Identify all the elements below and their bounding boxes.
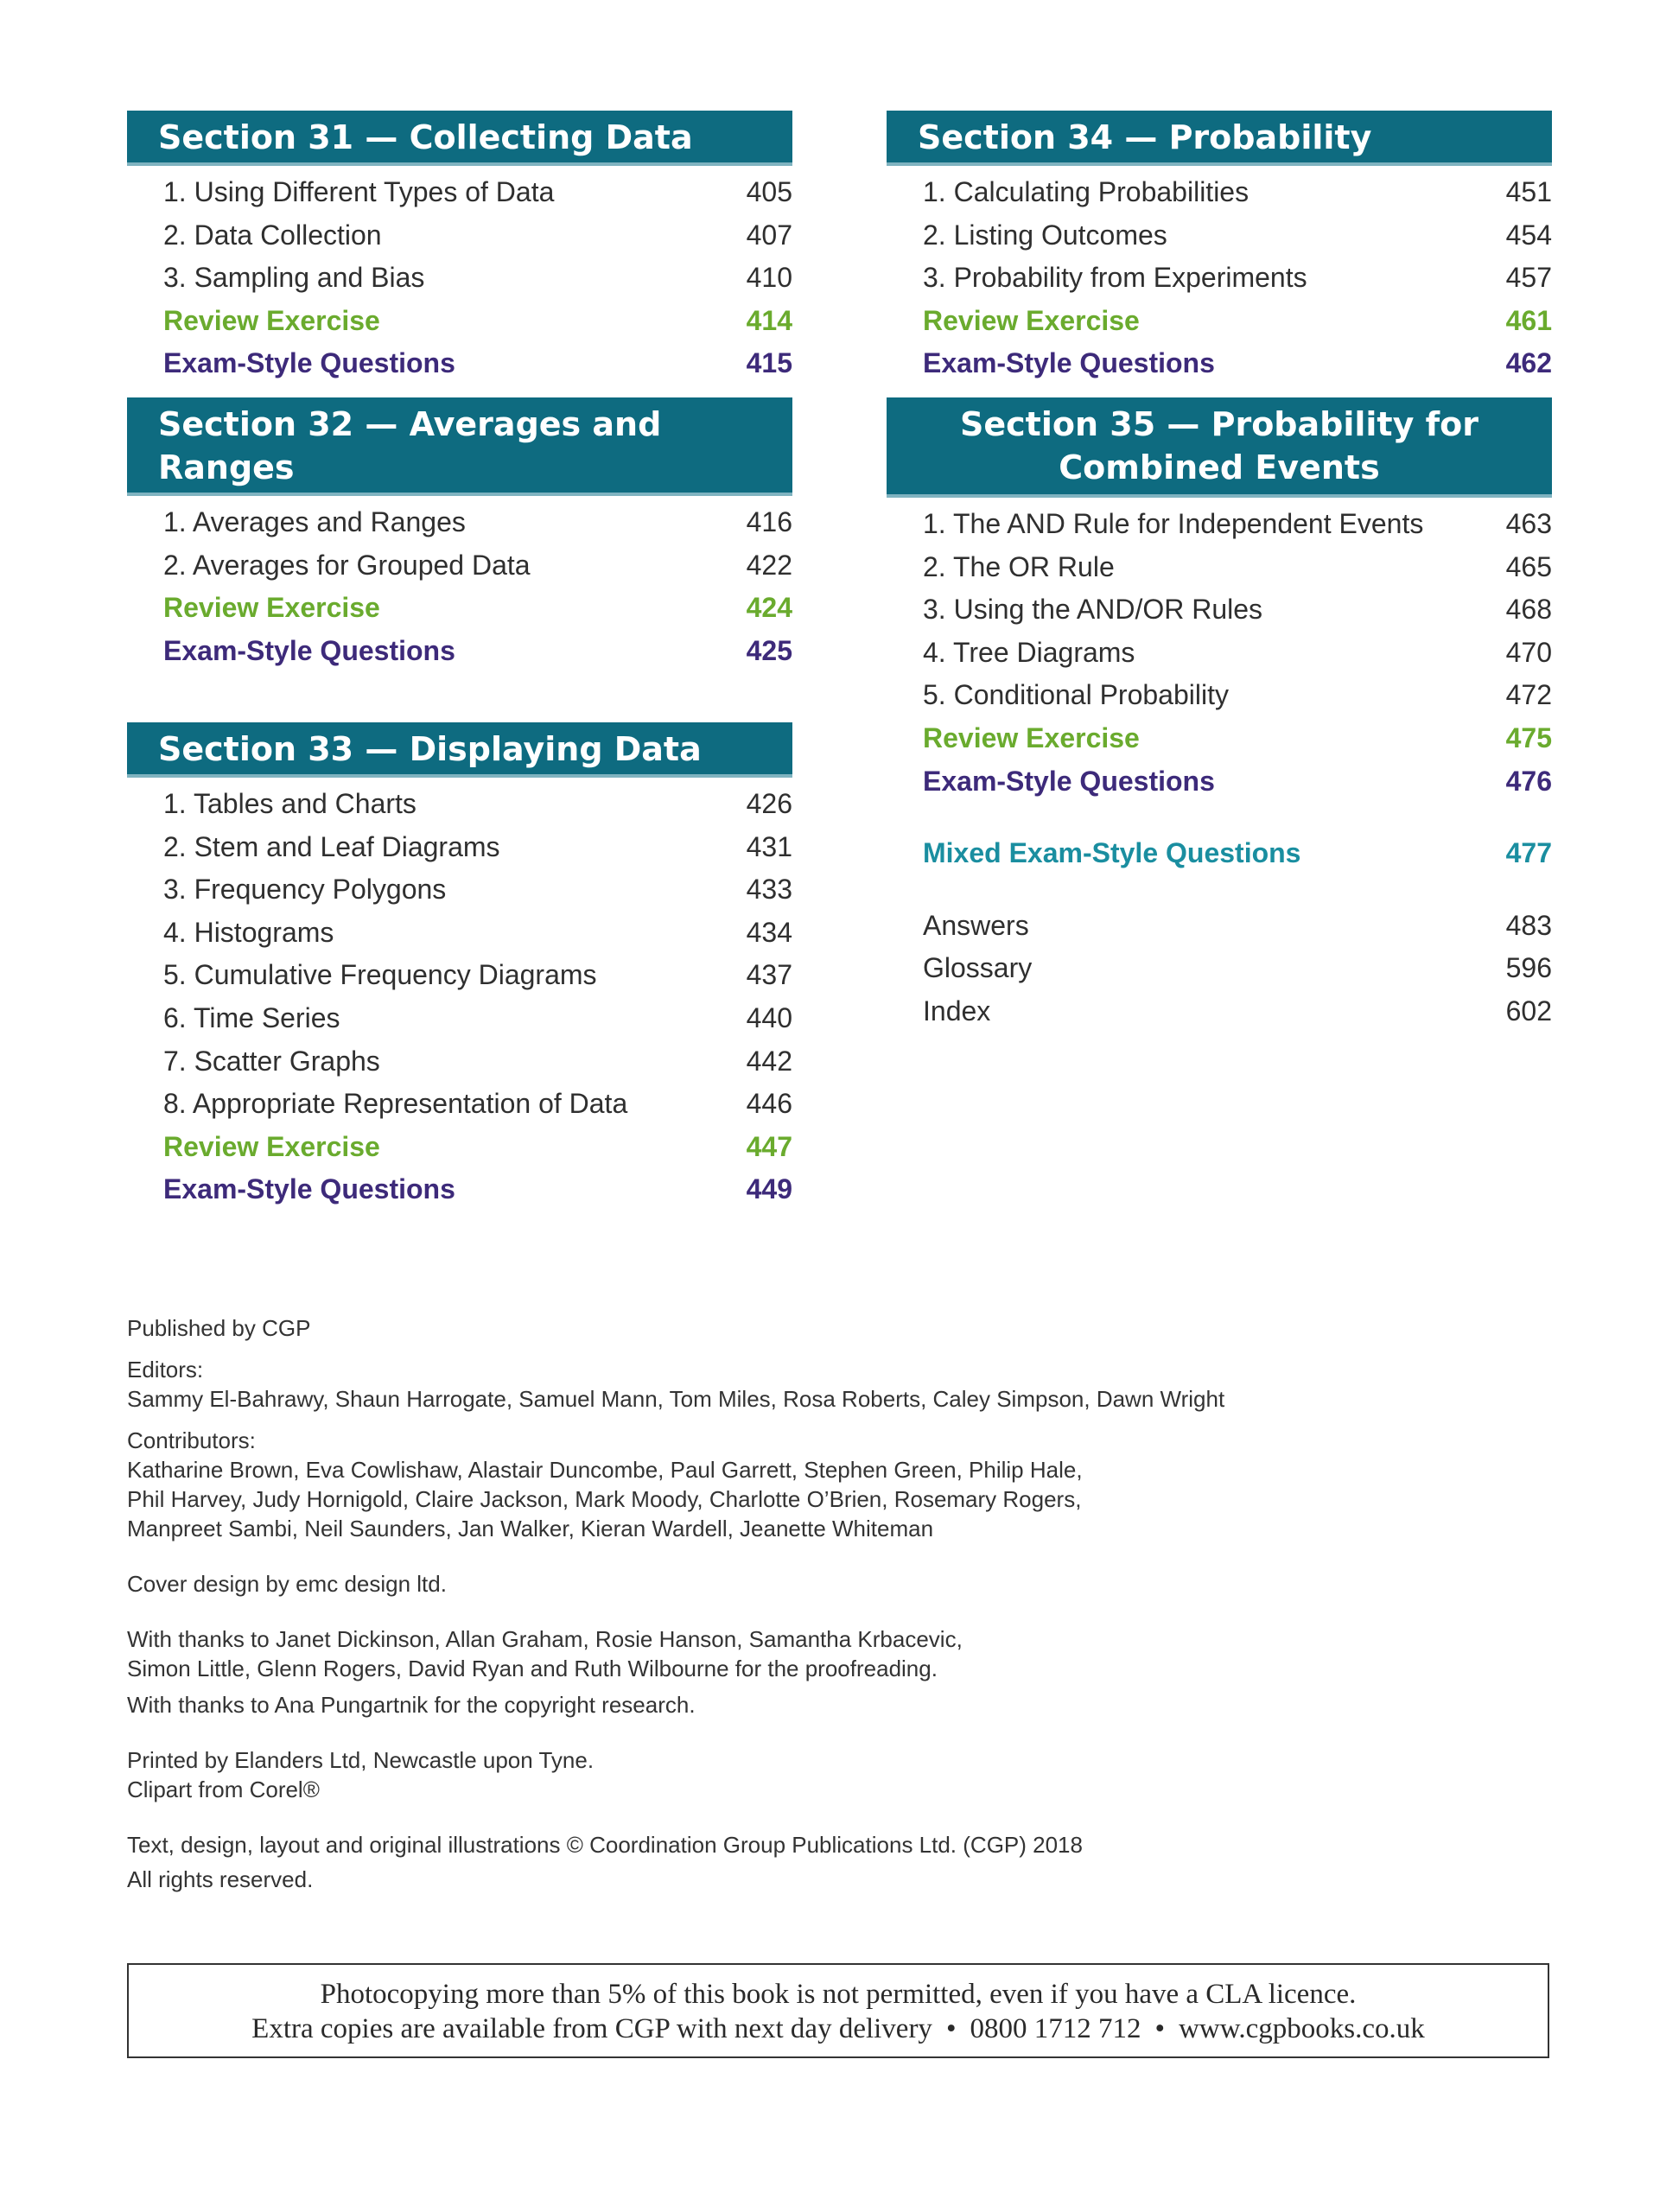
toc-entry[interactable]: [163, 1083, 792, 1126]
toc-entry-page: 446: [746, 1088, 792, 1120]
exam-questions-entry[interactable]: [923, 760, 1552, 804]
notice-extra-copies: Extra copies are available from CGP with next day delivery: [251, 2013, 932, 2044]
toc-entry[interactable]: [923, 171, 1552, 214]
review-exercise-page: 424: [746, 592, 792, 624]
toc-entry-label: 3. Probability from Experiments: [923, 262, 1307, 294]
thanks-line: Simon Little, Glenn Rogers, David Ryan and Ruth Wilbourne for the proofreading.: [127, 1656, 938, 1681]
toc-entry[interactable]: [163, 501, 792, 544]
exam-questions-page: 476: [1505, 765, 1552, 797]
review-exercise-page: 475: [1505, 721, 1552, 753]
review-exercise-label: Review Exercise: [163, 1130, 380, 1162]
toc-entry-page: 434: [746, 916, 792, 948]
toc-entry-label: 1. Using Different Types of Data: [163, 176, 555, 207]
back-matter-page: 483: [1505, 909, 1552, 941]
review-exercise-entry[interactable]: [163, 587, 792, 630]
spacer: [127, 1683, 1553, 1690]
toc-entry-page: 463: [1505, 508, 1552, 539]
contents-left-column: [127, 111, 792, 1211]
exam-questions-label: Exam-Style Questions: [923, 347, 1215, 379]
section-entries: [127, 166, 792, 397]
toc-entry[interactable]: [923, 546, 1552, 589]
section-title: Section 35 — Probability for Combined Events: [887, 397, 1552, 498]
section-entries: [887, 498, 1552, 1033]
spacer: [127, 1719, 1553, 1745]
thanks-line: With thanks to Ana Pungartnik for the copyright research.: [127, 1692, 696, 1718]
review-exercise-page: 461: [1505, 304, 1552, 336]
toc-entry[interactable]: [163, 214, 792, 257]
toc-entry-label: 2. Data Collection: [163, 219, 382, 251]
back-matter-label: Answers: [923, 909, 1029, 941]
section-title: Section 34 — Probability: [887, 111, 1552, 166]
toc-entry-label: 5. Cumulative Frequency Diagrams: [163, 959, 597, 991]
toc-entry-label: 1. Averages and Ranges: [163, 506, 466, 537]
published-by: Published by CGP: [127, 1315, 311, 1341]
mixed-exam-questions-page: 477: [1505, 837, 1552, 869]
copyright-line: Text, design, layout and original illustrations © Coordination Group Publications Ltd. (CGP) 2018: [127, 1832, 1083, 1858]
back-matter-label: Glossary: [923, 952, 1033, 984]
exam-questions-entry[interactable]: [163, 1168, 792, 1211]
spacer: [127, 1543, 1553, 1569]
toc-entry-page: 433: [746, 874, 792, 906]
toc-entry-page: 465: [1505, 550, 1552, 582]
notice-line-2: [129, 2012, 1548, 2046]
back-matter-page: 596: [1505, 952, 1552, 984]
exam-questions-label: Exam-Style Questions: [163, 634, 455, 666]
toc-entry[interactable]: [923, 588, 1552, 632]
spacer: [923, 875, 1552, 905]
toc-entry[interactable]: [163, 912, 792, 955]
toc-entry-label: 1. The AND Rule for Independent Events: [923, 508, 1424, 539]
toc-entry-label: 6. Time Series: [163, 1001, 340, 1033]
back-matter-entry[interactable]: [923, 905, 1552, 948]
toc-entry-page: 407: [746, 219, 792, 251]
clipart-credit: Clipart from Corel®: [127, 1777, 320, 1802]
review-exercise-page: 414: [746, 304, 792, 336]
editors-list: Sammy El-Bahrawy, Shaun Harrogate, Samuel Mann, Tom Miles, Rosa Roberts, Caley Simpson, Dawn Wright: [127, 1386, 1225, 1412]
toc-entry-label: 2. Listing Outcomes: [923, 219, 1167, 251]
publication-credits: [127, 1313, 1553, 1894]
contents-right-column: [887, 111, 1552, 1033]
toc-entry-label: 8. Appropriate Representation of Data: [163, 1088, 628, 1120]
spacer: [127, 1804, 1553, 1830]
toc-entry-label: 1. Tables and Charts: [163, 788, 416, 819]
exam-questions-label: Exam-Style Questions: [163, 347, 455, 379]
toc-entry-label: 2. Stem and Leaf Diagrams: [163, 830, 500, 862]
contributors-line: Phil Harvey, Judy Hornigold, Claire Jackson, Mark Moody, Charlotte O’Brien, Rosemary Rogers,: [127, 1486, 1082, 1512]
review-exercise-label: Review Exercise: [163, 592, 380, 624]
toc-entry[interactable]: [163, 257, 792, 300]
back-matter-page: 602: [1505, 995, 1552, 1027]
exam-questions-entry[interactable]: [163, 630, 792, 673]
exam-questions-page: 415: [746, 347, 792, 379]
toc-entry-label: 5. Conditional Probability: [923, 679, 1229, 711]
back-matter-label: Index: [923, 995, 991, 1027]
mixed-exam-questions-entry[interactable]: [923, 832, 1552, 875]
toc-entry[interactable]: [163, 783, 792, 826]
printed-by: Printed by Elanders Ltd, Newcastle upon Tyne.: [127, 1747, 595, 1773]
spacer: [127, 1343, 1553, 1355]
toc-entry[interactable]: [923, 257, 1552, 300]
toc-entry-page: 442: [746, 1045, 792, 1077]
toc-entry-page: 470: [1505, 636, 1552, 668]
toc-entry-page: 451: [1505, 176, 1552, 207]
exam-questions-label: Exam-Style Questions: [163, 1173, 455, 1205]
toc-entry-page: 410: [746, 262, 792, 294]
toc-entry[interactable]: [163, 997, 792, 1040]
section-31: [127, 111, 792, 397]
review-exercise-label: Review Exercise: [923, 304, 1140, 336]
exam-questions-page: 462: [1505, 347, 1552, 379]
toc-entry-page: 454: [1505, 219, 1552, 251]
toc-entry[interactable]: [163, 868, 792, 912]
mixed-exam-questions-label: Mixed Exam-Style Questions: [923, 837, 1301, 869]
section-entries: [127, 496, 792, 722]
toc-entry-label: 2. The OR Rule: [923, 550, 1115, 582]
section-entries: [887, 166, 1552, 397]
toc-entry[interactable]: [923, 632, 1552, 675]
section-title: Section 33 — Displaying Data: [127, 722, 792, 778]
toc-entry-label: 7. Scatter Graphs: [163, 1045, 380, 1077]
exam-questions-page: 425: [746, 634, 792, 666]
toc-entry[interactable]: [923, 214, 1552, 257]
toc-entry[interactable]: [923, 503, 1552, 546]
review-exercise-entry[interactable]: [163, 300, 792, 343]
photocopy-notice-box: [127, 1963, 1549, 2058]
toc-entry[interactable]: [163, 954, 792, 997]
review-exercise-page: 447: [746, 1130, 792, 1162]
contributors-line: Manpreet Sambi, Neil Saunders, Jan Walker, Kieran Wardell, Jeanette Whiteman: [127, 1516, 934, 1541]
contributors-line: Katharine Brown, Eva Cowlishaw, Alastair Duncombe, Paul Garrett, Stephen Green, Philip Hale,: [127, 1457, 1083, 1483]
contributors-heading: Contributors:: [127, 1427, 256, 1453]
review-exercise-entry[interactable]: [163, 1126, 792, 1169]
notice-phone[interactable]: 0800 1712 712: [970, 2013, 1141, 2044]
toc-entry-page: 416: [746, 506, 792, 537]
toc-entry[interactable]: [163, 826, 792, 869]
bullet-separator: •: [945, 2013, 957, 2044]
section-34: [887, 111, 1552, 397]
toc-entry-page: 422: [746, 549, 792, 581]
section-32: [127, 397, 792, 722]
toc-entry-label: 4. Histograms: [163, 916, 334, 948]
section-35: [887, 397, 1552, 1033]
exam-questions-label: Exam-Style Questions: [923, 765, 1215, 797]
spacer: [127, 1599, 1553, 1624]
toc-entry-page: 472: [1505, 679, 1552, 711]
thanks-line: With thanks to Janet Dickinson, Allan Graham, Rosie Hanson, Samantha Krbacevic,: [127, 1626, 963, 1652]
spacer: [923, 803, 1552, 832]
review-exercise-label: Review Exercise: [163, 304, 380, 336]
exam-questions-entry[interactable]: [163, 342, 792, 385]
exam-questions-entry[interactable]: [923, 342, 1552, 385]
toc-entry-label: 1. Calculating Probabilities: [923, 176, 1250, 207]
toc-entry[interactable]: [163, 544, 792, 588]
notice-website-link[interactable]: www.cgpbooks.co.uk: [1179, 2013, 1425, 2044]
toc-entry-label: 2. Averages for Grouped Data: [163, 549, 531, 581]
section-title: Section 31 — Collecting Data: [127, 111, 792, 166]
review-exercise-entry[interactable]: [923, 717, 1552, 760]
toc-entry-page: 431: [746, 830, 792, 862]
toc-entry-label: 3. Sampling and Bias: [163, 262, 425, 294]
review-exercise-label: Review Exercise: [923, 721, 1140, 753]
toc-entry-page: 405: [746, 176, 792, 207]
toc-entry-page: 437: [746, 959, 792, 991]
editors-heading: Editors:: [127, 1357, 204, 1382]
toc-entry[interactable]: [163, 171, 792, 214]
notice-line-1: Photocopying more than 5% of this book is not permitted, even if you have a CLA licence.: [320, 1979, 1357, 2010]
toc-entry-page: 426: [746, 788, 792, 819]
toc-entry[interactable]: [163, 1040, 792, 1084]
section-33: [127, 722, 792, 1211]
toc-entry-label: 3. Using the AND/OR Rules: [923, 594, 1263, 626]
exam-questions-page: 449: [746, 1173, 792, 1205]
section-title: Section 32 — Averages and Ranges: [127, 397, 792, 496]
spacer: [127, 1414, 1553, 1426]
toc-entry-page: 440: [746, 1001, 792, 1033]
toc-entry-page: 457: [1505, 262, 1552, 294]
bullet-separator: •: [1154, 2013, 1166, 2044]
section-entries: [127, 778, 792, 1211]
cover-design: Cover design by emc design ltd.: [127, 1571, 447, 1597]
back-matter-entry[interactable]: [923, 947, 1552, 990]
toc-entry-page: 468: [1505, 594, 1552, 626]
back-matter-entry[interactable]: [923, 990, 1552, 1033]
rights-line: All rights reserved.: [127, 1866, 314, 1892]
review-exercise-entry[interactable]: [923, 300, 1552, 343]
toc-entry[interactable]: [923, 674, 1552, 717]
toc-entry-label: 3. Frequency Polygons: [163, 874, 447, 906]
toc-entry-label: 4. Tree Diagrams: [923, 636, 1135, 668]
